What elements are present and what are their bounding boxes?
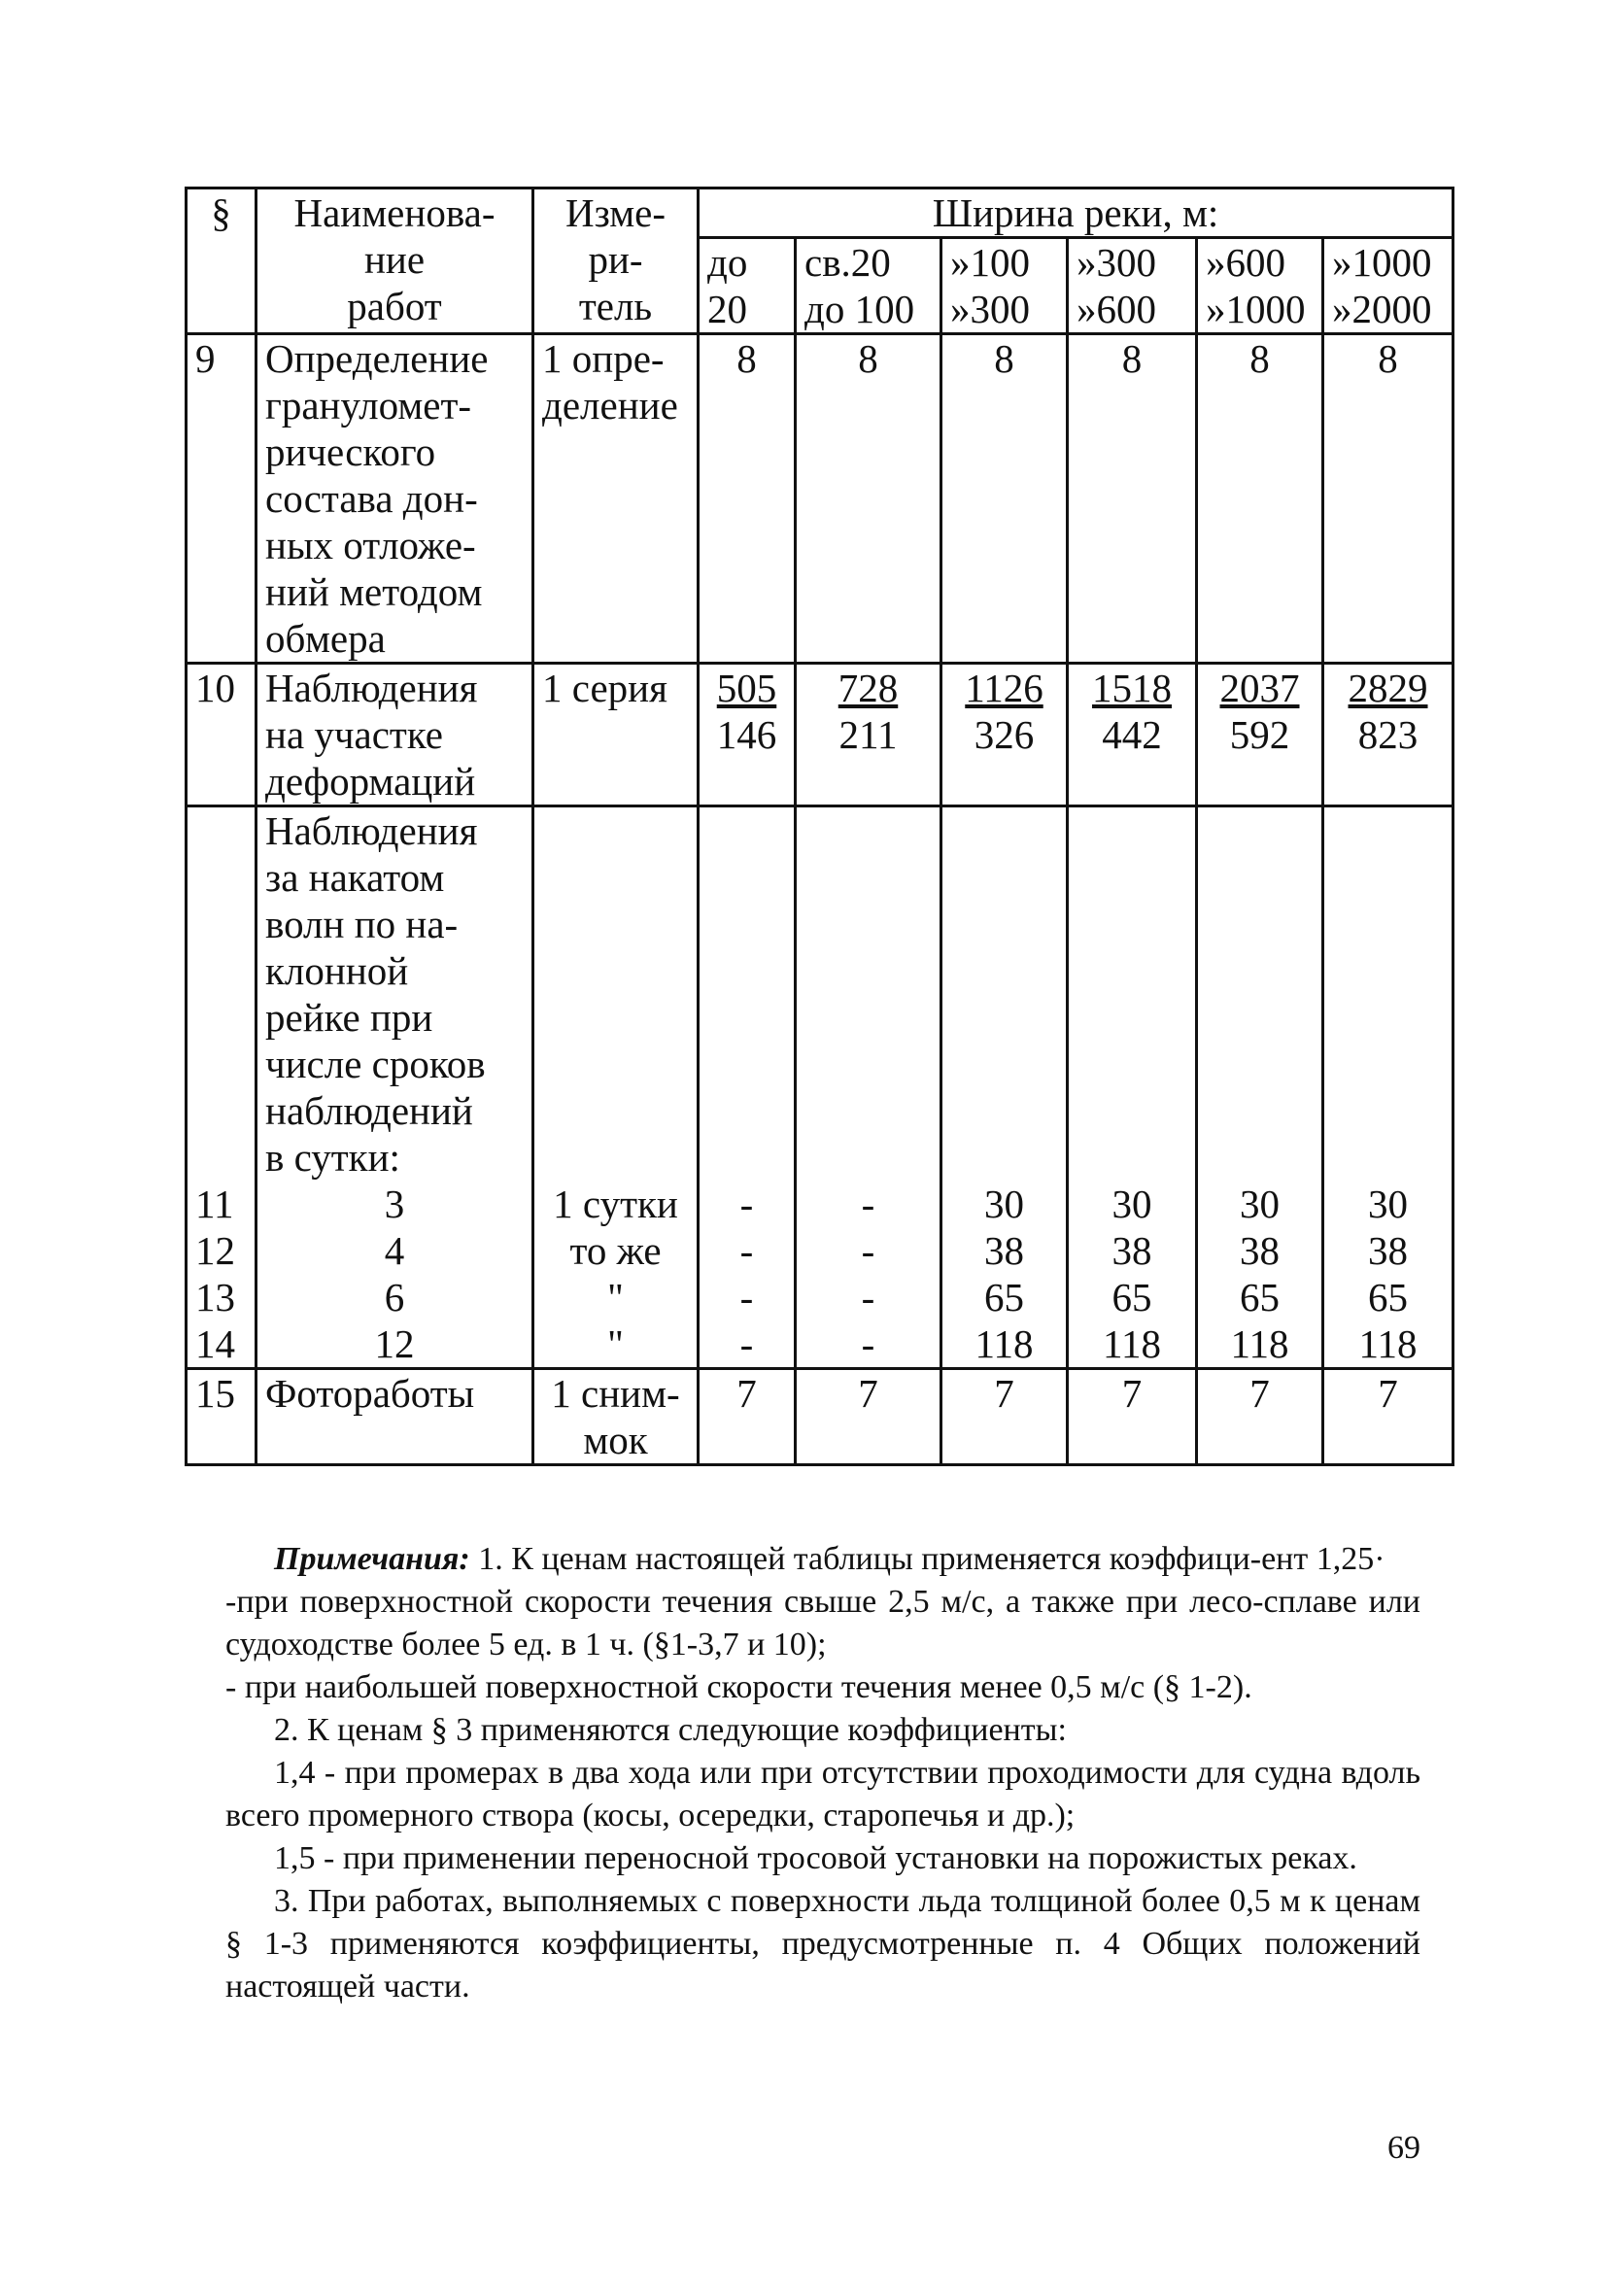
- notes-section: [225, 1538, 1420, 2008]
- price-cell: 8: [699, 334, 796, 664]
- unit: 1 сним- мок: [533, 1369, 699, 1465]
- price-cell: 1126 326: [941, 664, 1068, 806]
- note-2b: 1,5 - при применении переносной тросовой установки на порожистых реках.: [274, 1840, 1357, 1876]
- price-cell: 2829 823: [1323, 664, 1453, 806]
- work-name: Фотоработы: [256, 1369, 533, 1465]
- price-cell: 2037 592: [1197, 664, 1323, 806]
- note-1b: - при наибольшей поверхностной скорости течения менее 0,5 м/с (§ 1-2).: [225, 1669, 1252, 1705]
- row-number: 15: [187, 1369, 256, 1465]
- table-row: [187, 664, 1453, 806]
- price-cell: 8: [1068, 334, 1197, 664]
- work-name: Определение грануломет- рического состава дон- ных отложе- ний методом обмера: [256, 334, 533, 664]
- row-number: 9: [187, 334, 256, 664]
- page-number: 69: [1387, 2130, 1420, 2166]
- header-unit: Изме- ри- тель: [533, 188, 699, 334]
- header-work-name: Наименова- ние работ: [256, 188, 533, 334]
- price-cell: 728 211: [796, 664, 941, 806]
- table-row-group: [187, 806, 1453, 1369]
- header-width-col: »300 »600: [1068, 238, 1197, 334]
- price-cell: 7: [1197, 1369, 1323, 1465]
- price-cell: 30 38 65 118: [1323, 806, 1453, 1369]
- header-river-width: Ширина реки, м:: [699, 188, 1453, 238]
- price-cell: - - - -: [699, 806, 796, 1369]
- price-cell: 30 38 65 118: [1197, 806, 1323, 1369]
- price-cell: 30 38 65 118: [1068, 806, 1197, 1369]
- price-cell: 7: [796, 1369, 941, 1465]
- note-2: 2. К ценам § 3 применяются следующие коэффициенты:: [274, 1712, 1067, 1748]
- note-3: 3. При работах, выполняемых с поверхности льда толщиной более 0,5 м к ценам § 1-3 применяются коэффициенты, предусмотренные п. 4 Общих положений настоящей части.: [225, 1883, 1420, 2005]
- header-width-col: »600 »1000: [1197, 238, 1323, 334]
- unit: 1 серия: [533, 664, 699, 806]
- table-row: [187, 334, 1453, 664]
- table-row: [187, 1369, 1453, 1465]
- unit: 1 сутки то же " ": [533, 806, 699, 1369]
- price-cell: 8: [1197, 334, 1323, 664]
- row-numbers: 11 12 13 14: [187, 806, 256, 1369]
- header-width-col: до 20: [699, 238, 796, 334]
- price-cell: 7: [1068, 1369, 1197, 1465]
- work-name: Наблюдения за накатом волн по на- клонной рейке при числе сроков наблюдений в сутки: 3 4 6 12: [256, 806, 533, 1369]
- price-cell: 505 146: [699, 664, 796, 806]
- notes-label: Примечания:: [274, 1541, 470, 1577]
- header-width-col: »1000 »2000: [1323, 238, 1453, 334]
- header-width-col: св.20 до 100: [796, 238, 941, 334]
- row-number: 10: [187, 664, 256, 806]
- note-2a: 1,4 - при промерах в два хода или при отсутствии проходимости для судна вдоль всего промерного створа (косы, осередки, старопечья и др.);: [225, 1755, 1420, 1833]
- price-cell: - - - -: [796, 806, 941, 1369]
- price-cell: 8: [941, 334, 1068, 664]
- price-cell: 7: [941, 1369, 1068, 1465]
- price-cell: 8: [1323, 334, 1453, 664]
- header-section: §: [187, 188, 256, 334]
- price-cell: 7: [699, 1369, 796, 1465]
- work-name: Наблюдения на участке деформаций: [256, 664, 533, 806]
- price-cell: 7: [1323, 1369, 1453, 1465]
- price-cell: 30 38 65 118: [941, 806, 1068, 1369]
- note-1: Примечания: 1. К ценам настоящей таблицы применяется коэффици-ент 1,25·: [274, 1541, 1385, 1577]
- header-width-col: »100 »300: [941, 238, 1068, 334]
- unit: 1 опре- деление: [533, 334, 699, 664]
- price-table: [185, 187, 1454, 1466]
- header-row-1: [187, 188, 1453, 238]
- note-1a: -при поверхностной скорости течения свыше 2,5 м/с, а также при лесо-сплаве или судоходстве более 5 ед. в 1 ч. (§1-3,7 и 10);: [225, 1584, 1420, 1662]
- price-cell: 8: [796, 334, 941, 664]
- price-cell: 1518 442: [1068, 664, 1197, 806]
